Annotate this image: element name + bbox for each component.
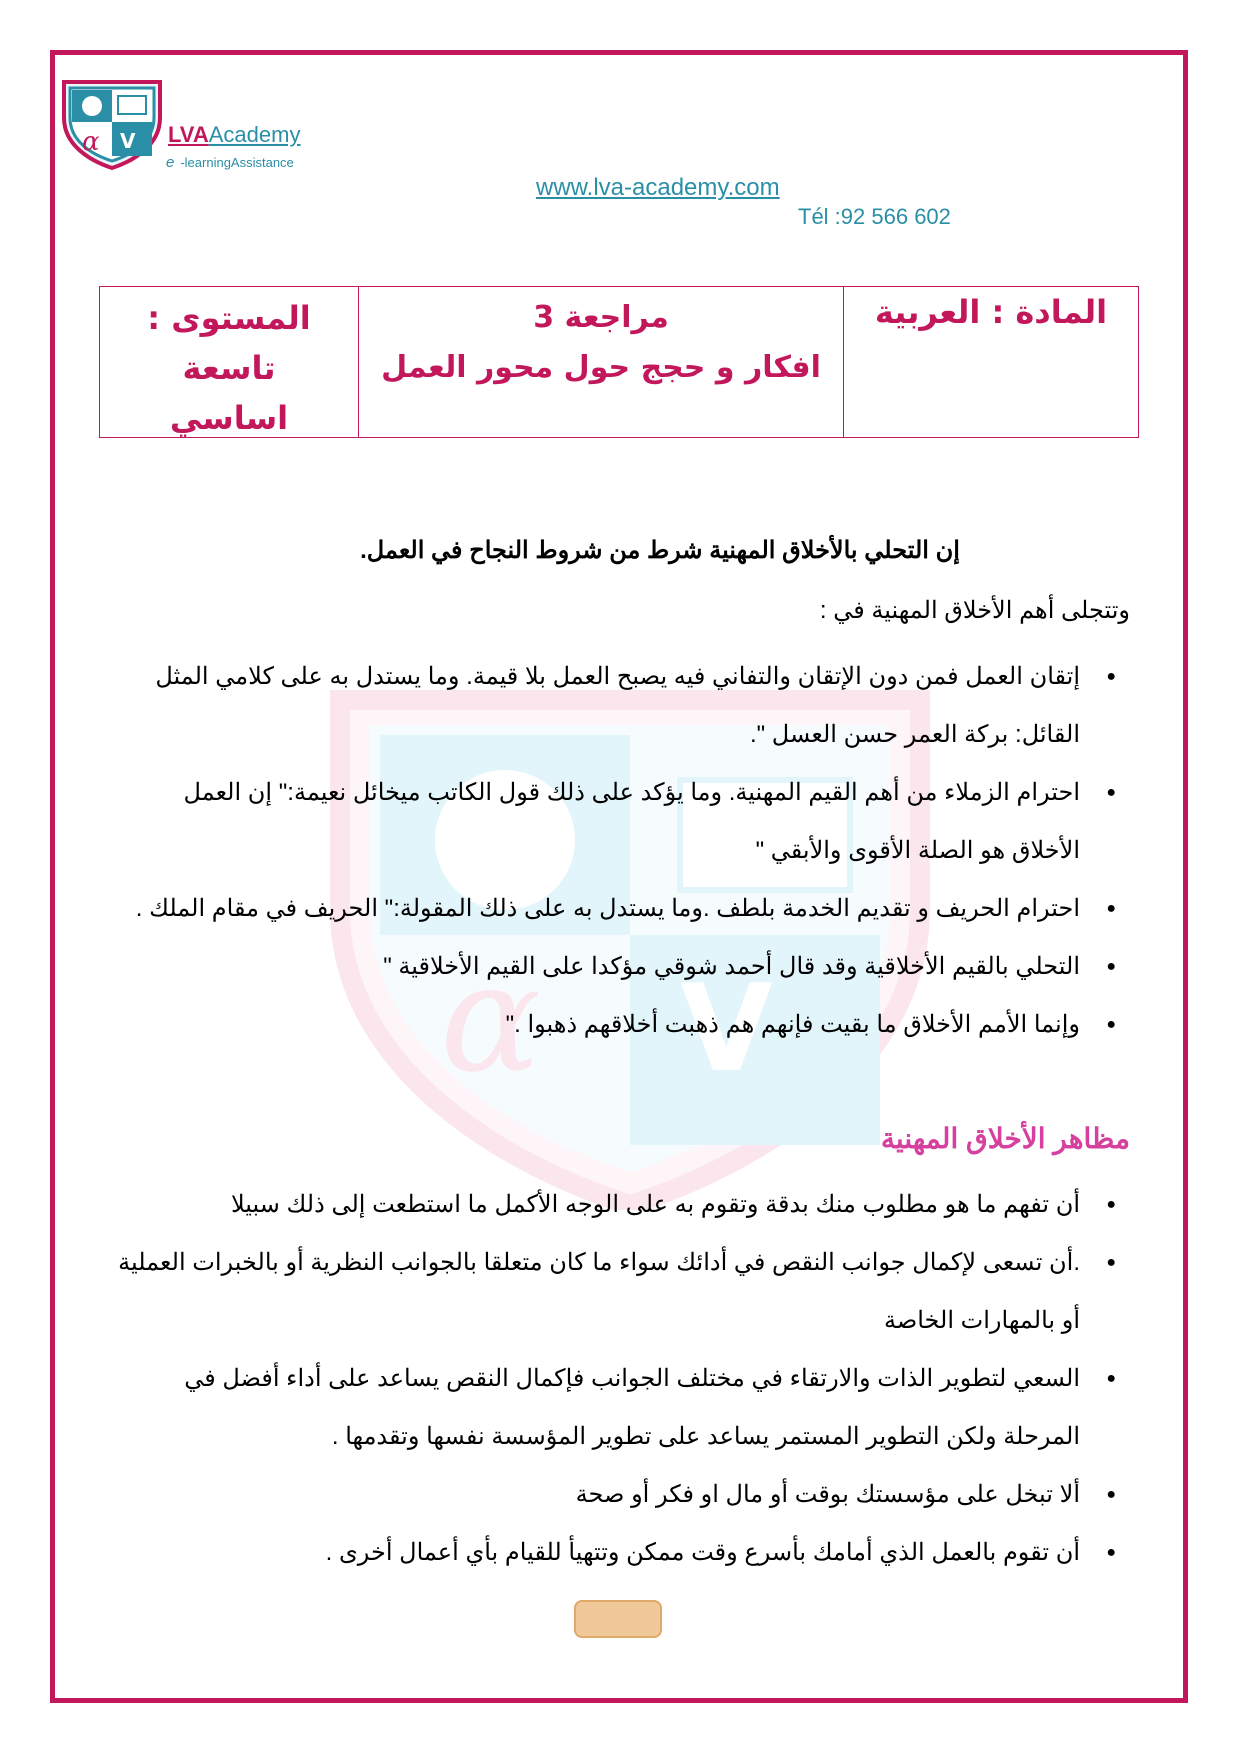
list-item [110,764,1130,880]
brand-tagline [166,154,294,171]
list-item [110,1350,1130,1466]
list-item [110,1524,1130,1582]
svg-text:α: α [440,932,542,1106]
level-label: المستوى : تاسعة [147,299,311,387]
intro-lead: وتتجلى أهم الأخلاق المهنية في : [819,597,1130,624]
level-value: اساسي [169,399,289,437]
bullet-icon: ● [1106,958,1116,975]
list-item-text: ألا تبخل على مؤسستك بوقت أو مال او فكر أو صحة [575,1481,1080,1508]
svg-text:V: V [120,129,136,153]
list-item-text: أن تفهم ما هو مطلوب منك بدقة وتقوم به على الوجه الأكمل ما استطعت إلى ذلك سبيلا [230,1191,1080,1218]
bullet-icon: ● [1106,900,1116,917]
list-item-text: وإنما الأمم الأخلاق ما بقيت فإنهم هم ذهبت أخلاقهم ذهبوا ." [505,1011,1080,1038]
list-item-text: إتقان العمل فمن دون الإتقان والتفاني فيه يصبح العمل بلا قيمة. وما يستدل به على كلامي المثل القائل: بركة العمر حسن العسل ". [155,663,1080,748]
manifestations-list [110,1176,1130,1582]
lva-academy-logo [58,78,166,170]
list-item [110,648,1130,764]
bullet-icon: ● [1106,784,1116,801]
page-number-badge [574,1600,662,1638]
subject-cell [843,287,1138,437]
list-item-text: .أن تسعى لإكمال جوانب النقص في أدائك سواء ما كان متعلقا بالجوانب النظرية أو بالخبرات العملية أو بالمهارات الخاصة [118,1249,1080,1334]
list-item [110,1234,1130,1350]
list-item-text: احترام الزملاء من أهم القيم المهنية. وما يؤكد على ذلك قول الكاتب ميخائل نعيمة:" إن العمل الأخلاق هو الصلة الأقوى والأبقي " [183,779,1080,864]
list-item [110,996,1130,1054]
brand-name-part2: Academy [208,122,301,147]
tagline-e: e [166,154,175,171]
phone-number: Tél :92 566 602 [798,204,951,229]
bullet-icon: ● [1106,1016,1116,1033]
bullet-icon: ● [1106,1196,1116,1213]
list-item [110,880,1130,938]
section-heading: مظاهر الأخلاق المهنية [880,1123,1130,1154]
bullet-icon: ● [1106,1486,1116,1503]
svg-text:V: V [680,960,773,1099]
tagline-text: -learningAssistance [180,155,294,170]
list-item-text: احترام الحريف و تقديم الخدمة بلطف .وما يستدل به على ذلك المقولة:" الحريف في مقام الملك . [135,895,1080,922]
list-item-text: السعي لتطوير الذات والارتقاء في مختلف الجوانب فإكمال النقص يساعد على أداء أفضل في المرحلة ولكن التطوير المستمر يساعد على تطوير المؤسسة نفسها وتقدمها . [184,1365,1080,1450]
brand-name [168,122,300,148]
svg-text:α: α [82,127,100,157]
header-table [99,286,1139,438]
lesson-title: افكار و حجج حول محور العمل [381,350,821,385]
bullet-icon: ● [1106,1544,1116,1561]
brand-name-part1: LVA [168,122,209,147]
list-item-text: أن تقوم بالعمل الذي أمامك بأسرع وقت ممكن وتتهيأ للقيام بأي أعمال أخرى . [325,1539,1080,1566]
bullet-icon: ● [1106,1370,1116,1387]
website-link[interactable]: www.lva-academy.com [536,174,780,201]
list-item-text: التحلي بالقيم الأخلاقية وقد قال أحمد شوقي مؤكدا على القيم الأخلاقية " [383,953,1080,980]
level-cell [100,287,358,437]
review-number: مراجعة 3 [533,300,669,335]
ethics-list [110,648,1130,1054]
subject-label: المادة : العربية [874,293,1108,331]
list-item [110,1466,1130,1524]
list-item [110,938,1130,996]
title-cell [358,287,843,437]
intro-bold-sentence: إن التحلي بالأخلاق المهنية شرط من شروط النجاح في العمل. [360,537,960,564]
bullet-icon: ● [1106,1254,1116,1271]
list-item [110,1176,1130,1234]
bullet-icon: ● [1106,668,1116,685]
